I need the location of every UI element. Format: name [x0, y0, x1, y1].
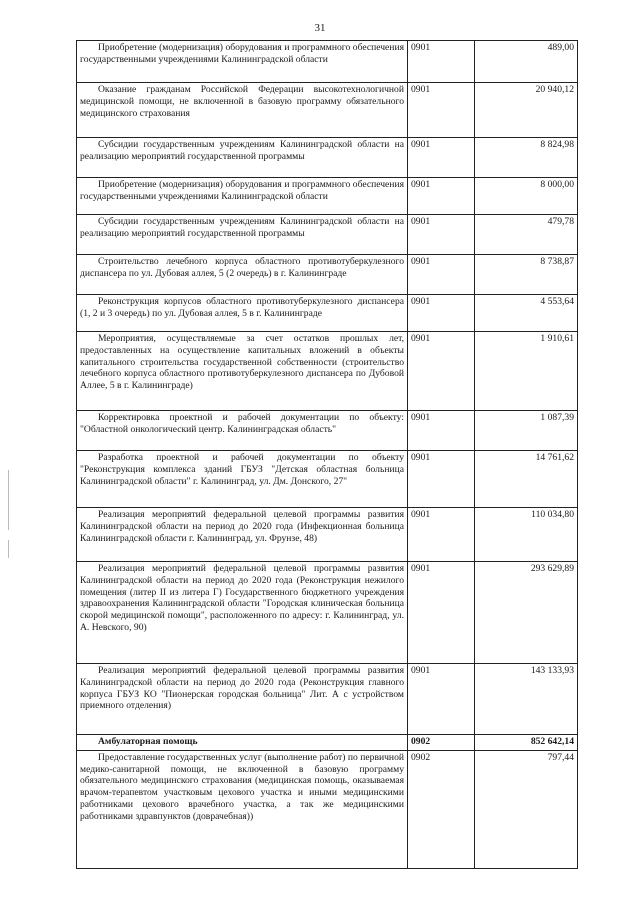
- row-code: 0902: [408, 750, 475, 868]
- row-code: 0901: [408, 411, 475, 451]
- row-name: Реализация мероприятий федеральной целевой программы развития Калининградской области на период до 2020 года (Реконструкция главного корпуса ГБУЗ КО "Пионерская городская больница" Лит. А с устройством приемного отделения): [77, 664, 408, 735]
- budget-table: [76, 40, 578, 869]
- row-amount: 293 629,89: [475, 562, 578, 664]
- row-code: 0901: [408, 562, 475, 664]
- row-name: Оказание гражданам Российской Федерации высокотехнологичной медицинской помощи, не включенной в базовую программу обязательного медицинского страхования: [77, 83, 408, 138]
- row-amount: 797,44: [475, 750, 578, 868]
- row-amount: 8 824,98: [475, 138, 578, 178]
- row-name: Строительство лечебного корпуса областного противотуберкулезного диспансера по ул. Дубовая аллея, 5 (2 очередь) в г. Калининграде: [77, 255, 408, 295]
- row-code: 0901: [408, 295, 475, 332]
- row-name: Субсидии государственным учреждениям Калининградской области на реализацию мероприятий государственной программы: [77, 138, 408, 178]
- row-code: 0901: [408, 664, 475, 735]
- row-name: Мероприятия, осуществляемые за счет остатков прошлых лет, предоставленных на осуществление капитальных вложений в объекты капитального строительства государственной собственности (строительство лечебного корпуса областного противотуберкулезного диспансера по Дубовой Аллее, 5 в г. Калининграде): [77, 332, 408, 411]
- row-code: 0901: [408, 508, 475, 562]
- row-name: Разработка проектной и рабочей документации по объекту "Реконструкция комплекса зданий ГБУЗ "Детская областная больница Калининградской области" г. Калининград, ул. Дм. Донского, 27": [77, 451, 408, 508]
- row-amount: 8 738,87: [475, 255, 578, 295]
- row-name: Реализация мероприятий федеральной целевой программы развития Калининградской области на период до 2020 года (Инфекционная больница Калининградской области г. Калининград, ул. Фрунзе, 48): [77, 508, 408, 562]
- table-row: [77, 562, 578, 664]
- row-code: 0901: [408, 83, 475, 138]
- row-code: 0901: [408, 451, 475, 508]
- row-amount: 8 000,00: [475, 178, 578, 215]
- table-row: [77, 138, 578, 178]
- table-row: [77, 295, 578, 332]
- scan-mark: [8, 470, 9, 530]
- row-amount: 20 940,12: [475, 83, 578, 138]
- row-name: Субсидии государственным учреждениям Калининградской области на реализацию мероприятий государственной программы: [77, 215, 408, 255]
- row-name: Приобретение (модернизация) оборудования и программного обеспечения государственными учреждениями Калининградской области: [77, 41, 408, 83]
- page-number: 31: [314, 22, 326, 34]
- row-name: Приобретение (модернизация) оборудования и программного обеспечения государственными учреждениями Калининградской области: [77, 178, 408, 215]
- row-amount: 852 642,14: [475, 735, 578, 751]
- table-row: [77, 41, 578, 83]
- table-row: [77, 508, 578, 562]
- row-code: 0901: [408, 138, 475, 178]
- row-name: Реализация мероприятий федеральной целевой программы развития Калининградской области на период до 2020 года (Реконструкция нежилого помещения (литер II из литера Г) Государственного бюджетного учреждения здравоохранения Калининградской области "Городская клиническая больница скорой медицинской помощи", расположенного по адресу: г. Калининград, ул. А. Невского, 90): [77, 562, 408, 664]
- table-row: [77, 664, 578, 735]
- row-name: Реконструкция корпусов областного противотуберкулезного диспансера (1, 2 и 3 очередь) по ул. Дубовая аллея, 5 в г. Калининграде: [77, 295, 408, 332]
- row-name: Корректировка проектной и рабочей документации по объекту: "Областной онкологический центр. Калининградская область": [77, 411, 408, 451]
- table-row: [77, 332, 578, 411]
- table-row: [77, 411, 578, 451]
- table-row: [77, 750, 578, 868]
- scan-mark: [8, 540, 9, 558]
- table-row: [77, 255, 578, 295]
- row-amount: 479,78: [475, 215, 578, 255]
- row-amount: 1 910,61: [475, 332, 578, 411]
- section-row: [77, 735, 578, 751]
- row-code: 0902: [408, 735, 475, 751]
- row-amount: 14 761,62: [475, 451, 578, 508]
- row-name: Амбулаторная помощь: [77, 735, 408, 751]
- row-code: 0901: [408, 332, 475, 411]
- table-row: [77, 83, 578, 138]
- row-amount: 110 034,80: [475, 508, 578, 562]
- row-amount: 143 133,93: [475, 664, 578, 735]
- row-amount: 1 087,39: [475, 411, 578, 451]
- row-amount: 489,00: [475, 41, 578, 83]
- table-row: [77, 215, 578, 255]
- row-amount: 4 553,64: [475, 295, 578, 332]
- row-code: 0901: [408, 178, 475, 215]
- table-row: [77, 451, 578, 508]
- row-code: 0901: [408, 255, 475, 295]
- table-row: [77, 178, 578, 215]
- row-code: 0901: [408, 215, 475, 255]
- row-code: 0901: [408, 41, 475, 83]
- row-name: Предоставление государственных услуг (выполнение работ) по первичной медико-санитарной помощи, не включенной в базовую программу обязательного медицинского страхования (медицинская помощь, оказываемая врачом-терапевтом участковым цехового участка и иными медицинскими работниками цехового врачебного участка, а так же медицинскими работниками здравпунктов (доврачебная)): [77, 750, 408, 868]
